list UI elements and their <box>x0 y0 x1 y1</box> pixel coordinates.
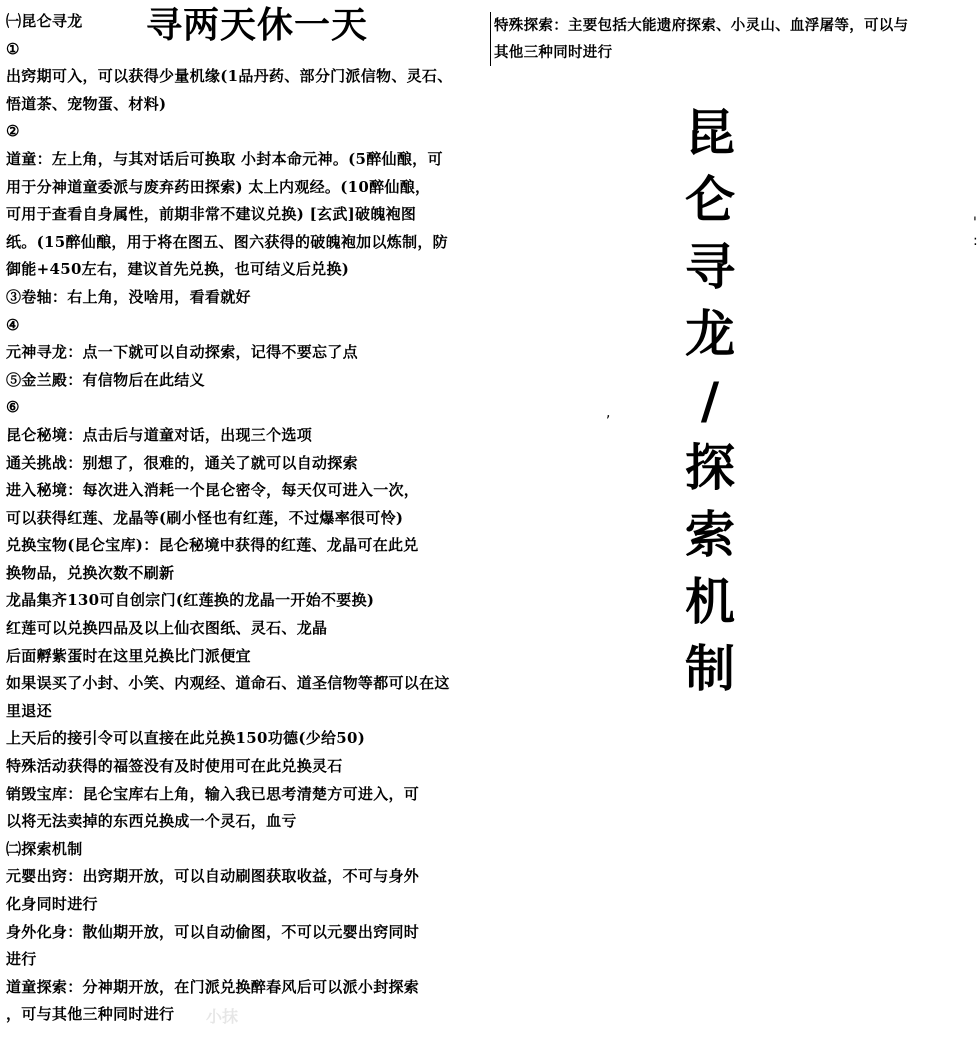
text-line: ，可与其他三种同时进行 <box>6 1005 175 1024</box>
text-line: 红莲可以兑换四品及以上仙衣图纸、灵石、龙晶 <box>6 619 328 638</box>
watermark: 小抹 <box>206 1007 239 1026</box>
stray-mark: , <box>606 405 611 421</box>
vertical-title-char: 寻 <box>685 238 735 296</box>
text-line: 如果误买了小封、小笑、内观经、道命石、道圣信物等都可以在这 <box>6 674 450 693</box>
vertical-title-char: 龙 <box>685 305 735 363</box>
vertical-title <box>640 100 780 703</box>
text-line: 道童探索：分神期开放，在门派兑换醉春风后可以派小封探索 <box>6 977 420 996</box>
left-text-column <box>6 8 490 1029</box>
vertical-title-char: 制 <box>685 640 735 698</box>
text-line: 上天后的接引令可以直接在此兑换150功德(少给50) <box>6 729 366 748</box>
text-line: 里退还 <box>6 701 52 720</box>
text-line-marker-3: ③卷轴：右上角，没啥用，看看就好 <box>6 287 251 306</box>
text-line: 其他三种同时进行 <box>494 44 613 61</box>
vertical-title-char: 仑 <box>685 171 735 229</box>
text-line: 道童：左上角，与其对话后可换取 小封本命元神。(5醉仙酿，可 <box>6 149 443 168</box>
text-line-marker-6: ⑥ <box>6 398 20 417</box>
text-line: 昆仑秘境：点击后与道童对话，出现三个选项 <box>6 425 313 444</box>
vertical-title-char: 探 <box>685 439 735 497</box>
page-title: 寻两天休一天 <box>146 5 369 46</box>
text-line: 悟道茶、宠物蛋、材料) <box>6 94 167 113</box>
text-line: 进行 <box>6 950 37 969</box>
text-line-section-2-heading: ㈡探索机制 <box>6 839 83 858</box>
text-line: 兑换宝物(昆仑宝库)：昆仑秘境中获得的红莲、龙晶可在此兑 <box>6 536 419 555</box>
text-line: 御能+450左右，建议首先兑换，也可结义后兑换) <box>6 260 350 279</box>
vertical-title-char: 昆 <box>685 104 735 162</box>
vertical-title-char: / <box>700 372 720 430</box>
text-line: 用于分神道童委派与废弃药田探索) 太上内观经。(10醉仙酿， <box>6 177 431 196</box>
stray-mark: ' <box>973 215 977 231</box>
text-line-section-1-heading: ㈠昆仑寻龙 <box>6 12 83 30</box>
text-line: 进入秘境：每次进入消耗一个昆仑密令，每天仅可进入一次， <box>6 481 420 500</box>
text-line: 可以获得红莲、龙晶等(刷小怪也有红莲，不过爆率很可怜) <box>6 508 404 527</box>
text-line: 身外化身：散仙期开放，可以自动偷图，不可以元婴出窍同时 <box>6 922 420 941</box>
text-line-marker-4: ④ <box>6 315 20 334</box>
text-line: 销毁宝库：昆仑宝库右上角，输入我已思考清楚方可进入，可 <box>6 784 420 803</box>
text-line-marker-5: ⑤金兰殿：有信物后在此结义 <box>6 370 205 389</box>
text-line-marker-2: ② <box>6 122 20 141</box>
text-line: 纸。(15醉仙酿，用于将在图五、图六获得的破魄袍加以炼制，防 <box>6 232 448 251</box>
text-line: 特殊探索：主要包括大能遗府探索、小灵山、血浮屠等，可以与 <box>494 17 909 34</box>
text-line: 通关挑战：别想了，很难的，通关了就可以自动探索 <box>6 453 358 472</box>
text-line: 换物品，兑换次数不刷新 <box>6 563 175 582</box>
text-line-marker-1: ① <box>6 39 20 58</box>
text-line: 出窍期可入，可以获得少量机缘(1品丹药、部分门派信物、灵石、 <box>6 67 453 86</box>
special-exploration-note <box>490 12 980 66</box>
text-line: 以将无法卖掉的东西兑换成一个灵石，血亏 <box>6 812 297 831</box>
text-line: 元婴出窍：出窍期开放，可以自动刷图获取收益，不可与身外 <box>6 867 420 886</box>
vertical-title-char: 机 <box>685 573 735 631</box>
text-line: 可用于查看自身属性，前期非常不建议兑换) [玄武]破魄袍图 <box>6 205 417 224</box>
text-line: 龙晶集齐130可自创宗门(红莲换的龙晶一开始不要换) <box>6 591 375 610</box>
text-line: 特殊活动获得的福签没有及时使用可在此兑换灵石 <box>6 757 343 776</box>
vertical-title-char: 索 <box>685 506 735 564</box>
text-line: 化身同时进行 <box>6 895 98 913</box>
text-line: 后面孵紫蛋时在这里兑换比门派便宜 <box>6 646 251 665</box>
stray-mark: : <box>973 233 978 249</box>
text-line: 元神寻龙：点一下就可以自动探索，记得不要忘了点 <box>6 343 358 362</box>
